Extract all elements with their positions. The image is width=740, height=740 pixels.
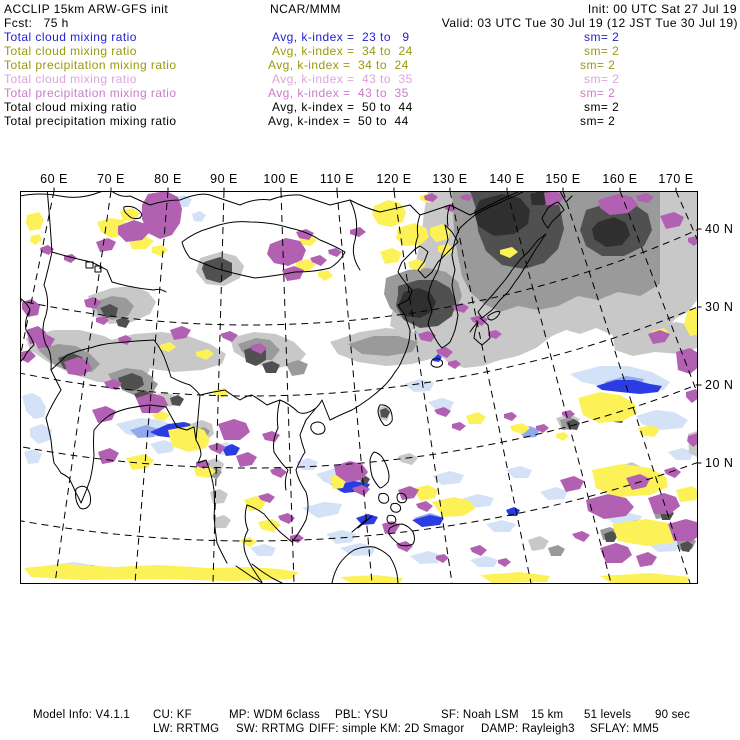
model-info-diff: DIFF: simple KM: 2D Smagor [309,723,465,735]
legend-sm: sm= 2 [584,72,620,86]
x-tick-label: 80 E [154,172,182,186]
y-tick-label: 10 N [705,456,734,470]
model-title: ACCLIP 15km ARW-GFS init [4,2,169,16]
x-tick-label: 120 E [376,172,412,186]
x-tick-label: 160 E [602,172,638,186]
legend-metric: Avg, k-index = 43 to 35 [268,86,409,100]
x-tick-label: 90 E [210,172,238,186]
legend-metric: Avg, k-index = 50 to 44 [268,114,409,128]
model-info-step: 90 sec [655,709,691,721]
valid-time: Valid: 03 UTC Tue 30 Jul 19 (12 JST Tue 30 Jul 19) [441,16,738,30]
model-info-levels: 51 levels [584,709,632,721]
x-tick-label: 150 E [545,172,581,186]
model-info-mp: MP: WDM 6class [229,709,320,721]
legend-sm: sm= 2 [580,114,616,128]
y-tick-label: 20 N [705,378,734,392]
legend-metric: Avg, k-index = 43 to 35 [272,72,413,86]
legend-label: Total precipitation mixing ratio [4,86,177,100]
legend-label: Total cloud mixing ratio [4,100,137,114]
x-tick-label: 110 E [319,172,355,186]
legend-label: Total precipitation mixing ratio [4,58,177,72]
x-tick-label: 130 E [432,172,468,186]
y-tick-label: 30 N [705,300,734,314]
fcst-hour: Fcst: 75 h [4,16,69,30]
x-tick-label: 100 E [263,172,299,186]
model-info-sw: SW: RRTMG [236,723,305,735]
legend-label: Total cloud mixing ratio [4,30,137,44]
init-time: Init: 00 UTC Sat 27 Jul 19 [587,2,737,16]
model-info-damp: DAMP: Rayleigh3 [481,723,575,735]
legend-label: Total precipitation mixing ratio [4,114,177,128]
legend-sm: sm= 2 [584,100,620,114]
legend-metric: Avg, k-index = 34 to 24 [272,44,413,58]
legend-sm: sm= 2 [580,58,616,72]
x-tick-label: 60 E [40,172,68,186]
legend-metric: Avg, k-index = 23 to 9 [272,30,410,44]
model-info-lw: LW: RRTMG [153,723,220,735]
x-tick-label: 140 E [489,172,525,186]
legend-sm: sm= 2 [580,86,616,100]
center-name: NCAR/MMM [270,2,341,16]
legend-label: Total cloud mixing ratio [4,44,137,58]
model-info-res: 15 km [531,709,564,721]
model-info-cu: CU: KF [153,709,192,721]
legend-metric: Avg, k-index = 34 to 24 [268,58,409,72]
legend-metric: Avg, k-index = 50 to 44 [272,100,413,114]
legend-sm: sm= 2 [584,30,620,44]
model-info-sf: SF: Noah LSM [441,709,519,721]
x-tick-label: 170 E [658,172,694,186]
model-info-pbl: PBL: YSU [335,709,389,721]
model-info-sflay: SFLAY: MM5 [590,723,659,735]
model-info-version: Model Info: V4.1.1 [33,709,130,721]
legend-label: Total cloud mixing ratio [4,72,137,86]
x-tick-label: 70 E [97,172,125,186]
y-tick-label: 40 N [705,222,734,236]
legend-sm: sm= 2 [584,44,620,58]
